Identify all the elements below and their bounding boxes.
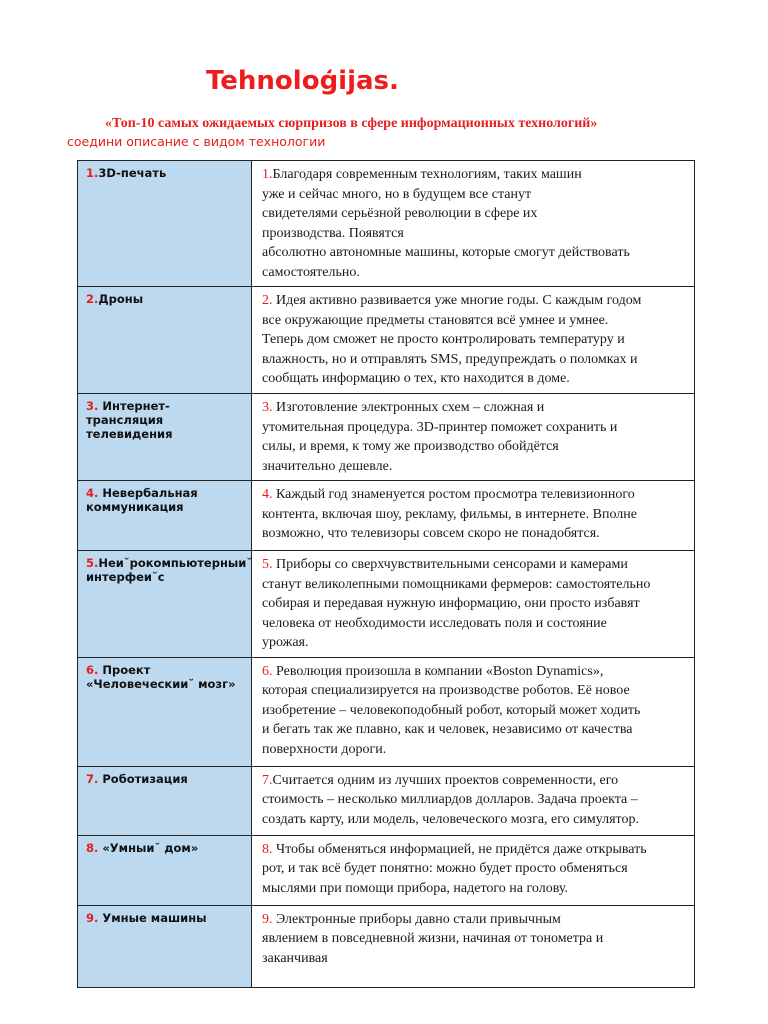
description-line <box>262 910 686 930</box>
description-line <box>262 840 686 860</box>
description-line <box>262 681 686 701</box>
description-text: собирая и передавая нужную информацию, они просто избавят <box>262 596 640 611</box>
technology-name: Невербальная коммуникация <box>86 486 198 514</box>
table-row <box>78 161 695 287</box>
description-text: Теперь дом сможет не просто контролировать температуру и <box>262 332 625 347</box>
description-number: 4. <box>262 487 273 502</box>
description-line <box>262 224 686 244</box>
description-text: Идея активно развивается уже многие годы. С каждым годом <box>272 293 642 308</box>
page-subtitle: «Топ-10 самых ожидаемых сюрпризов в сфере информационных технологий» <box>105 116 598 131</box>
technology-name: Интернет-трансляция телевидения <box>86 399 173 441</box>
description-number: 3. <box>262 400 273 415</box>
technology-number: 8. <box>86 840 99 855</box>
description-text: контента, включая шоу, рекламу, фильмы, в интернете. Вполне <box>262 506 637 522</box>
technology-cell <box>78 394 252 481</box>
description-line <box>262 485 686 505</box>
description-text: Электронные приборы давно стали привычным <box>272 911 561 927</box>
description-text: поверхности дороги. <box>262 741 387 757</box>
technology-cell <box>78 657 252 766</box>
description-text: самостоятельно. <box>262 264 360 280</box>
description-text: изобретение – человекоподобный робот, который может ходить <box>262 702 641 718</box>
description-line <box>262 330 686 350</box>
table-row <box>78 551 695 658</box>
description-cell <box>252 766 695 835</box>
description-cell <box>252 657 695 766</box>
table-row <box>78 481 695 551</box>
description-line <box>262 243 686 263</box>
technology-number: 6. <box>86 662 99 677</box>
description-text: утомительная процедура. 3D-принтер поможет сохранить и <box>262 419 618 435</box>
table-row <box>78 766 695 835</box>
description-text: заканчивая <box>262 950 328 966</box>
technology-name: «Умныи˘ дом» <box>98 840 199 855</box>
description-text: Революция произошла в компании «Boston Dynamics», <box>272 663 604 679</box>
description-text: Благодаря современным технологиям, таких машин <box>272 167 582 182</box>
description-number: 2. <box>262 293 273 308</box>
description-line <box>262 350 686 370</box>
description-text: абсолютно автономные машины, которые смогут действовать <box>262 245 630 260</box>
description-line <box>262 165 686 185</box>
description-line <box>262 740 686 760</box>
description-cell <box>252 287 695 394</box>
description-line <box>262 291 686 311</box>
technology-cell <box>78 551 252 658</box>
description-line <box>262 263 686 283</box>
description-text: сообщать информацию о тех, кто находится в доме. <box>262 371 570 386</box>
description-text: значительно дешевле. <box>262 458 393 474</box>
description-text: Каждый год знаменуется ростом просмотра телевизионного <box>272 487 635 502</box>
description-text: создать карту, или модель, человеческого мозга, его симулятор. <box>262 811 639 827</box>
description-text: рот, и так всё будет понятно: можно будет просто обменяться <box>262 861 628 876</box>
technology-number: 2. <box>86 292 99 306</box>
description-line <box>262 398 686 418</box>
description-line <box>262 633 686 653</box>
technology-number: 5. <box>86 556 99 570</box>
description-cell <box>252 161 695 287</box>
description-number: 9. <box>262 911 273 927</box>
technology-cell <box>78 287 252 394</box>
description-text: Изготовление электронных схем – сложная и <box>272 400 545 415</box>
description-line <box>262 614 686 634</box>
technology-cell <box>78 905 252 987</box>
technology-name: Умные машины <box>98 910 207 925</box>
description-number: 7. <box>262 772 273 788</box>
description-text: уже и сейчас много, но в будущем все станут <box>262 186 532 202</box>
description-text: урожая. <box>262 635 309 650</box>
description-line <box>262 720 686 740</box>
technology-number: 4. <box>86 486 99 500</box>
description-line <box>262 662 686 682</box>
description-line <box>262 575 686 595</box>
description-text: которая специализируется на производстве роботов. Её новое <box>262 683 630 698</box>
description-line <box>262 311 686 331</box>
description-text: Считается одним из лучших проектов современности, его <box>272 772 619 788</box>
description-line <box>262 204 686 224</box>
description-number: 6. <box>262 663 273 679</box>
technology-name: 3D-печать <box>98 166 167 180</box>
description-line <box>262 457 686 477</box>
description-line <box>262 594 686 614</box>
technology-number: 7. <box>86 771 99 786</box>
description-text: Чтобы обменяться информацией, не придётся даже открывать <box>272 841 647 857</box>
description-line <box>262 879 686 899</box>
description-cell <box>252 905 695 987</box>
technology-number: 3. <box>86 399 99 413</box>
description-cell <box>252 481 695 551</box>
description-number: 8. <box>262 841 273 857</box>
description-line <box>262 369 686 389</box>
description-text: все окружающие предметы становятся всё умнее и умнее. <box>262 312 609 328</box>
description-number: 1. <box>262 167 273 182</box>
description-line <box>262 524 686 544</box>
description-cell <box>252 551 695 658</box>
table-row <box>78 835 695 905</box>
description-line <box>262 437 686 457</box>
description-text: силы, и время, к тому же производство обойдётся <box>262 439 559 454</box>
description-text: Приборы со сверхчувствительными сенсорами и камерами <box>272 557 628 572</box>
table-row <box>78 905 695 987</box>
description-text: возможно, что телевизоры совсем скоро не понадобятся. <box>262 526 600 541</box>
technology-cell <box>78 161 252 287</box>
description-line <box>262 555 686 575</box>
table-row <box>78 394 695 481</box>
description-text: свидетелями серьёзной революции в сфере их <box>262 206 538 221</box>
description-text: производства. Появятся <box>262 225 404 241</box>
technology-name: Роботизация <box>98 771 188 786</box>
table-row <box>78 657 695 766</box>
task-instruction: соедини описание с видом технологии <box>67 134 326 149</box>
technology-cell <box>78 481 252 551</box>
description-line <box>262 859 686 879</box>
description-line <box>262 701 686 721</box>
table-row <box>78 287 695 394</box>
description-text: человека от необходимости исследовать поля и состояние <box>262 615 607 631</box>
description-text: стоимость – несколько миллиардов долларов. Задача проекта – <box>262 792 638 807</box>
description-line <box>262 810 686 830</box>
description-line <box>262 185 686 205</box>
description-text: явлением в повседневной жизни, начиная от тонометра и <box>262 931 604 946</box>
technology-number: 1. <box>86 166 99 180</box>
technology-name: Неи˘рокомпьютерныи˘ интерфеи˘с <box>86 556 253 584</box>
description-line <box>262 949 686 969</box>
technology-number: 9. <box>86 910 99 925</box>
matching-table <box>77 160 695 988</box>
description-cell <box>252 835 695 905</box>
description-line <box>262 505 686 525</box>
description-text: влажность, но и отправлять SMS, предупреждать о поломках и <box>262 351 638 367</box>
technology-name: Дроны <box>98 292 144 306</box>
technology-cell <box>78 766 252 835</box>
description-line <box>262 771 686 791</box>
description-line <box>262 929 686 949</box>
technology-name: Проект «Человеческии˘ мозг» <box>86 662 236 691</box>
description-text: мыслями при помощи прибора, надетого на голову. <box>262 880 568 896</box>
description-line <box>262 790 686 810</box>
description-line <box>262 418 686 438</box>
technology-cell <box>78 835 252 905</box>
description-text: и бегать так же плавно, как и человек, независимо от качества <box>262 722 633 737</box>
description-cell <box>252 394 695 481</box>
page-title: Tehnoloģijas. <box>206 66 399 96</box>
description-number: 5. <box>262 557 273 572</box>
description-text: станут великолепными помощниками фермеров: самостоятельно <box>262 576 651 592</box>
